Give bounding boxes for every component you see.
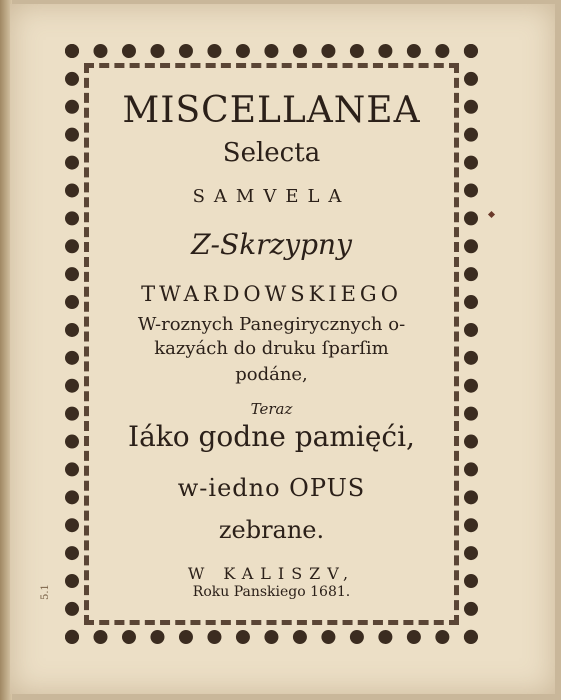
- description-line-3: podáne,: [235, 364, 308, 385]
- description-line-1: W-roznych Panegirycznych o-: [137, 314, 406, 335]
- description-line-5: Iáko godne pamięći,: [128, 420, 415, 453]
- imprint-year: Roku Panskiego 1681.: [192, 584, 351, 600]
- author-place: Z-Skrzypny: [191, 228, 352, 261]
- imprint-place: W KALISZV,: [187, 564, 356, 583]
- description-line-4: Teraz: [250, 400, 293, 418]
- subtitle: Selecta: [222, 138, 321, 168]
- author-surname: TWARDOWSKIEGO: [141, 282, 402, 306]
- description-line-2: kazyách do druku ſparſim: [154, 338, 389, 359]
- description-line-7: zebrane.: [218, 516, 325, 544]
- title-text-block: [92, 70, 451, 618]
- margin-note: 5.1: [40, 584, 51, 600]
- description-line-6: w-iedno OPUS: [177, 474, 366, 502]
- main-title: MISCELLANEA: [122, 90, 421, 131]
- author-first-name: SAMVELA: [192, 186, 351, 207]
